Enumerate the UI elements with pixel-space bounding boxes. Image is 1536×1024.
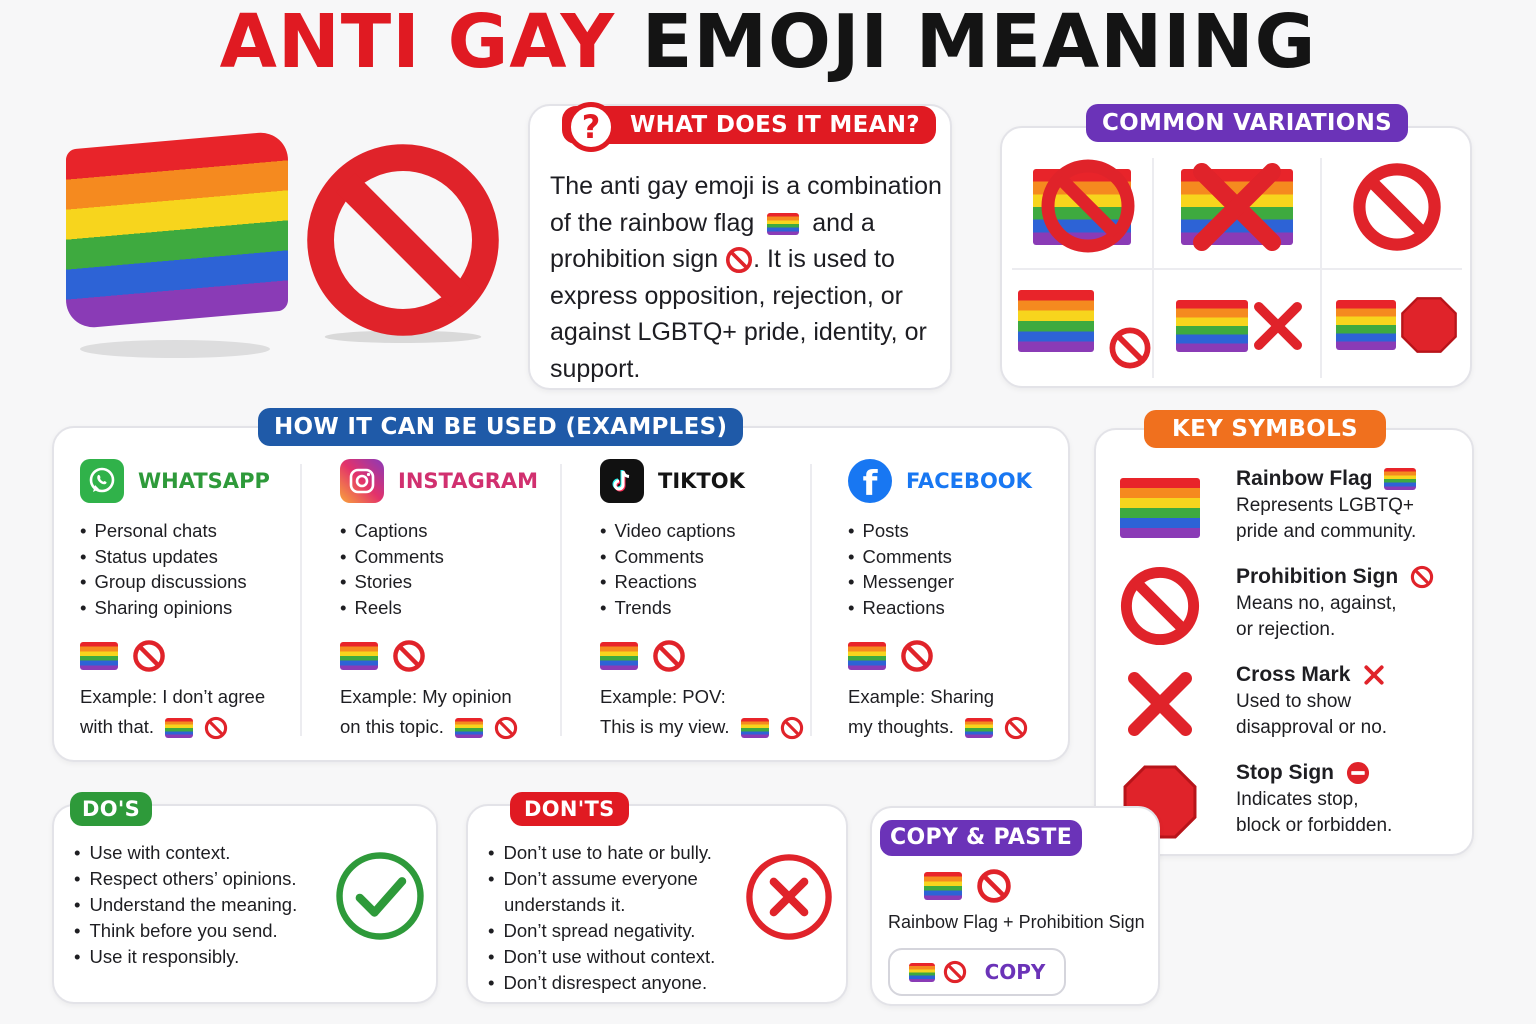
rainbow-flag-icon	[1120, 478, 1200, 538]
emoji-combo	[924, 868, 1012, 904]
platform-whatsapp	[80, 458, 330, 742]
platform-instagram	[340, 458, 590, 742]
list-item: • Reactions	[848, 595, 1098, 621]
list-item: • Don’t disrespect anyone.	[488, 970, 728, 996]
list-item: • Personal chats	[80, 518, 330, 544]
list-item: • Group discussions	[80, 569, 330, 595]
instagram-icon	[340, 459, 384, 503]
list-item: • Status updates	[80, 544, 330, 570]
whatsapp-icon	[80, 459, 124, 503]
key-symbols-card	[1094, 416, 1474, 856]
copy-button[interactable]	[888, 948, 1066, 996]
examples-card	[52, 414, 1070, 762]
list-item: • Understand the meaning.	[74, 892, 297, 918]
variation-flag-cross	[1162, 152, 1312, 262]
copy-button-label: COPY	[984, 960, 1046, 984]
platform-name: FACEBOOK	[906, 469, 1032, 493]
variation-flag-prohibited	[1012, 152, 1152, 262]
x-circle-icon	[744, 852, 834, 942]
meaning-card	[528, 104, 952, 390]
page-title	[0, 0, 1536, 84]
copy-card	[870, 806, 1160, 1006]
list-item: • Reels	[340, 595, 590, 621]
variations-card	[1000, 110, 1472, 388]
prohibited-icon	[300, 130, 506, 350]
platform-facebook	[848, 458, 1098, 742]
inline-flag-icon	[767, 213, 799, 235]
list-item: • Comments	[600, 544, 850, 570]
examples-heading: HOW IT CAN BE USED (EXAMPLES)	[258, 408, 743, 446]
tiktok-icon	[600, 459, 644, 503]
title-part-2: EMOJI MEANING	[641, 0, 1317, 85]
variation-flag-small-prohibited	[1012, 276, 1152, 376]
copy-caption: Rainbow Flag + Prohibition Sign	[888, 912, 1145, 932]
list-item: • Don’t assume everyone understands it.	[488, 866, 728, 918]
list-item: • Think before you send.	[74, 918, 297, 944]
list-item: • Stories	[340, 569, 590, 595]
key-symbol-cross-mark: Cross Mark Used to show disapproval or no.	[1118, 662, 1478, 752]
inline-prohibited-icon	[725, 246, 753, 274]
rainbow-flag-icon	[66, 130, 288, 329]
emoji-combo	[848, 638, 1098, 674]
key-symbol-prohibition: Prohibition Sign Means no, against, or rejection.	[1118, 564, 1478, 654]
question-icon: ?	[566, 102, 616, 152]
emoji-combo	[600, 638, 850, 674]
copy-heading: COPY & PASTE	[880, 820, 1082, 856]
platform-tiktok	[600, 458, 850, 742]
list-item: • Posts	[848, 518, 1098, 544]
facebook-icon: f	[848, 459, 892, 503]
list-item: • Comments	[340, 544, 590, 570]
key-symbols-heading: KEY SYMBOLS	[1144, 410, 1386, 448]
example-text: Example: POV: This is my view.	[600, 682, 850, 742]
list-item: • Don’t use without context.	[488, 944, 728, 970]
donts-card	[466, 797, 848, 1004]
key-symbol-stop-sign: Stop Sign Indicates stop, block or forbidden.	[1118, 760, 1478, 850]
list-item: • Use it responsibly.	[74, 944, 297, 970]
hero-graphic	[60, 130, 520, 370]
cross-mark-icon	[1120, 664, 1200, 744]
list-item: • Trends	[600, 595, 850, 621]
platform-name: INSTAGRAM	[398, 469, 539, 493]
dos-card	[52, 797, 438, 1004]
prohibited-icon	[1118, 564, 1202, 648]
variation-flag-with-stop	[1332, 276, 1462, 376]
key-symbol-rainbow-flag: Rainbow Flag Represents LGBTQ+ pride and community.	[1118, 466, 1478, 556]
list-item: • Comments	[848, 544, 1098, 570]
emoji-combo	[340, 638, 590, 674]
variation-flag-with-cross	[1162, 276, 1312, 376]
emoji-combo	[80, 638, 330, 674]
meaning-text: The anti gay emoji is a combination of the rainbow flag and a prohibition sign . It is used to express opposition, rejection, or against LGBTQ+ pride, identity, or support.	[550, 172, 942, 383]
example-text: Example: I don’t agree with that.	[80, 686, 266, 737]
platform-name: TIKTOK	[658, 469, 745, 493]
meaning-heading: WHAT DOES IT MEAN?	[562, 106, 936, 144]
example-text: Example: Sharing my thoughts.	[848, 682, 1098, 742]
list-item: • Video captions	[600, 518, 850, 544]
list-item: • Captions	[340, 518, 590, 544]
list-item: • Use with context.	[74, 840, 297, 866]
list-item: • Don’t spread negativity.	[488, 918, 728, 944]
variation-prohibited	[1332, 152, 1462, 262]
check-circle-icon	[334, 850, 426, 942]
list-item: • Messenger	[848, 569, 1098, 595]
variations-heading: COMMON VARIATIONS	[1086, 104, 1408, 142]
donts-heading: DON'TS	[510, 792, 629, 826]
list-item: • Sharing opinions	[80, 595, 330, 621]
list-item: • Don’t use to hate or bully.	[488, 840, 728, 866]
title-part-1: ANTI GAY	[219, 0, 616, 85]
list-item: • Respect others’ opinions.	[74, 866, 297, 892]
dos-heading: DO'S	[70, 792, 152, 826]
example-text: Example: My opinion on this topic.	[340, 682, 590, 742]
list-item: • Reactions	[600, 569, 850, 595]
platform-name: WHATSAPP	[138, 469, 270, 493]
